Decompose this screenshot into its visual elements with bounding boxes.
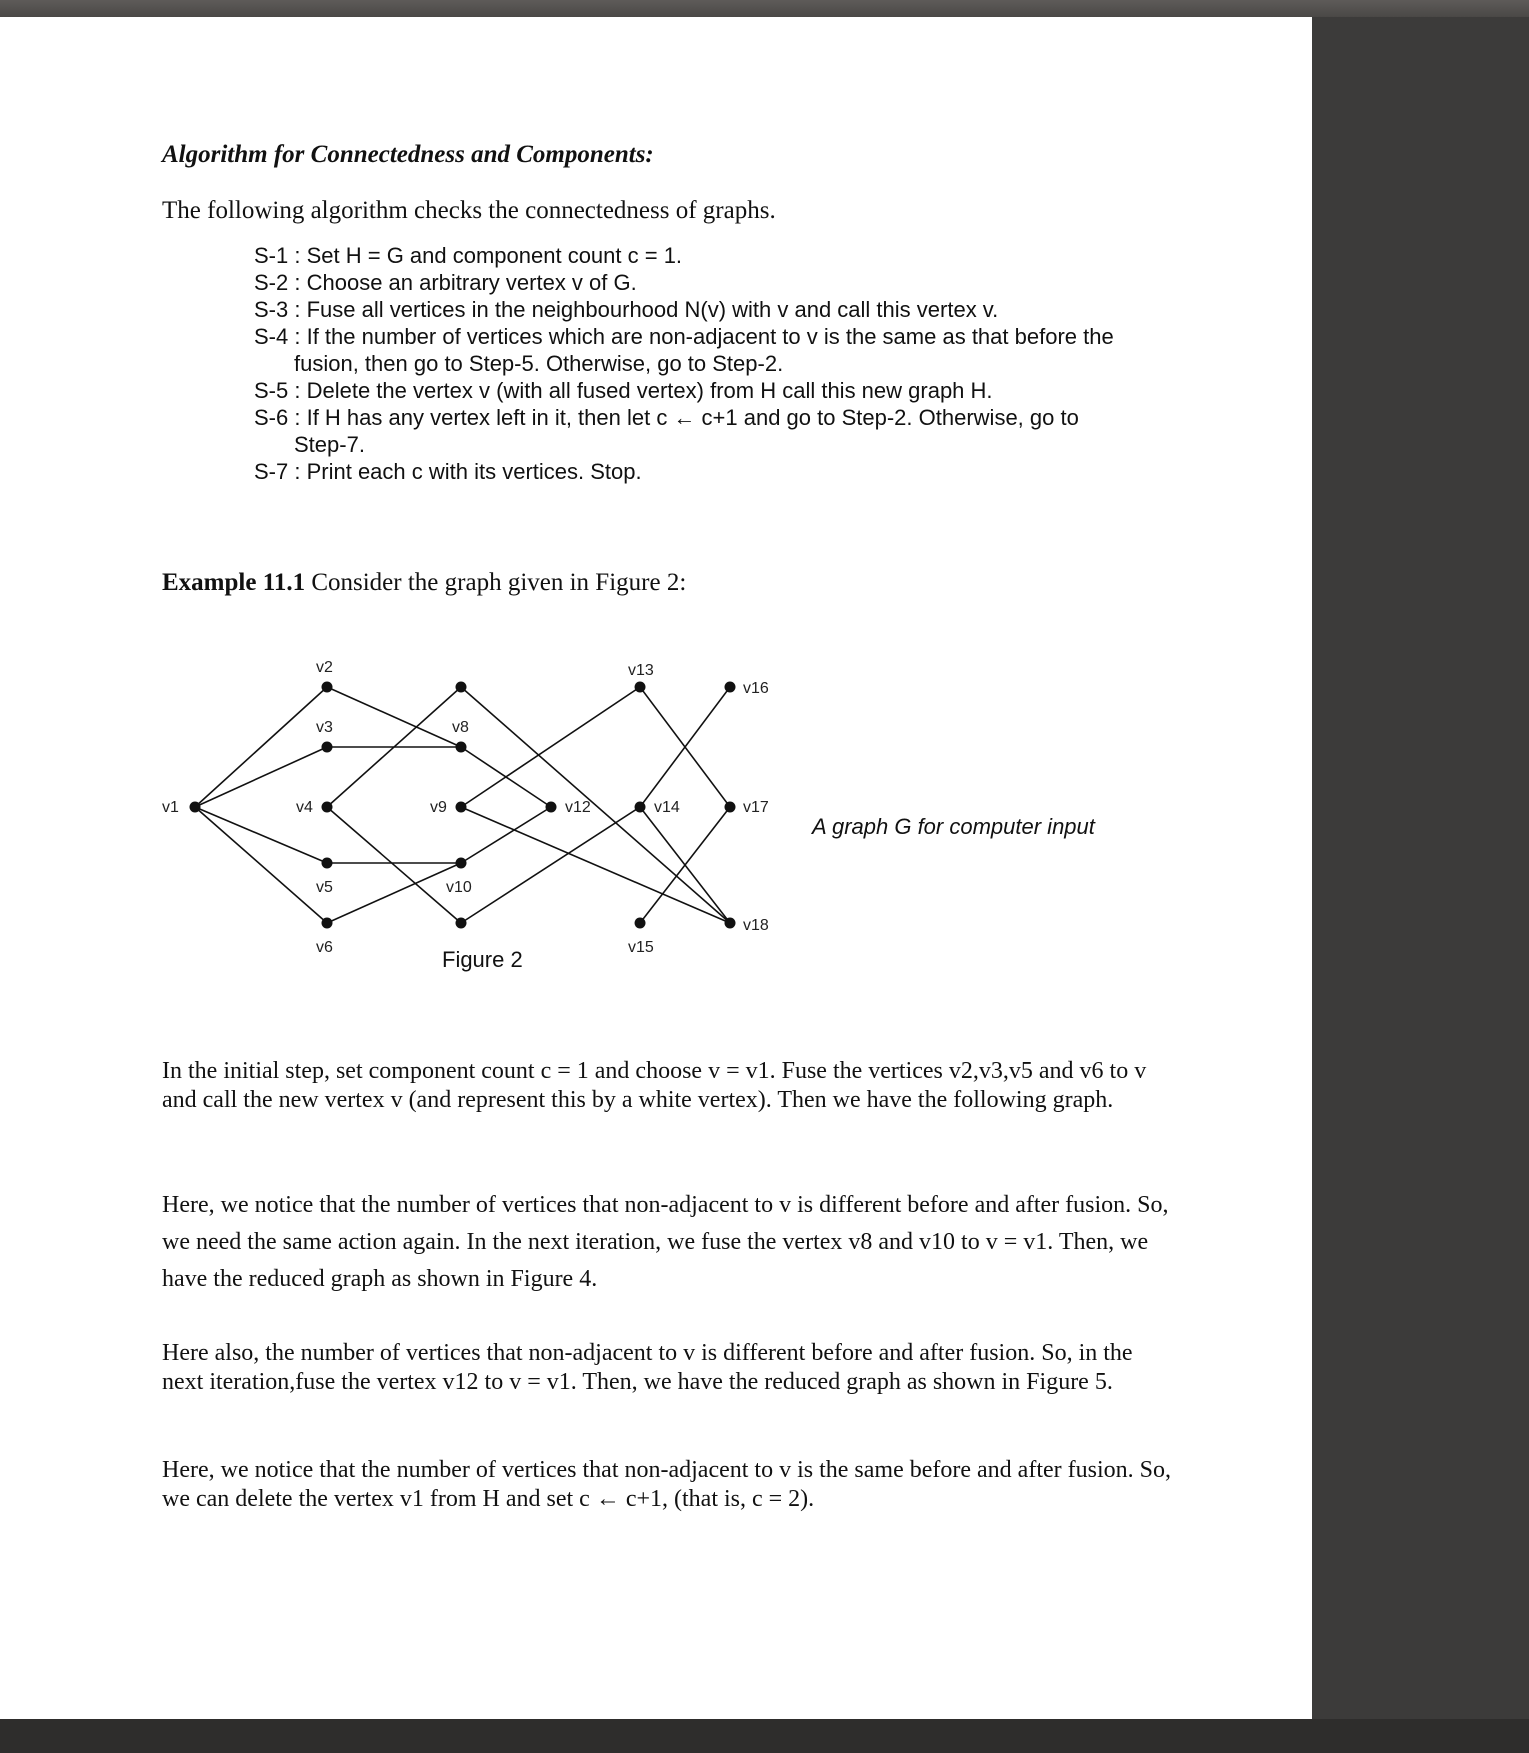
edge xyxy=(461,687,640,807)
vertex xyxy=(190,802,201,813)
vertex xyxy=(456,918,467,929)
figure-caption: Figure 2 xyxy=(442,947,523,972)
vertex xyxy=(635,802,646,813)
edge xyxy=(195,687,327,807)
vertex xyxy=(635,918,646,929)
vertex-label: v2 xyxy=(316,659,333,676)
step-label: S-6 : xyxy=(254,405,301,430)
edge xyxy=(461,807,551,863)
section-heading: Algorithm for Connectedness and Components: xyxy=(162,141,654,168)
step-label: S-4 : xyxy=(254,324,301,349)
vertex-label: v10 xyxy=(446,879,472,896)
step-text: Choose an arbitrary vertex v of G. xyxy=(306,270,637,295)
vertex xyxy=(322,682,333,693)
vertex xyxy=(725,918,736,929)
step-text: Fuse all vertices in the neighbourhood N(v) with v and call this vertex v. xyxy=(306,297,999,322)
vertex-label: v17 xyxy=(743,799,769,816)
vertex xyxy=(456,682,467,693)
paragraph: Here, we notice that the number of vertices that non-adjacent to v is different before and after fusion. So, we need the same action again. In the next iteration, we fuse the vertex v8 and v10 to v = v1. Then, we have the reduced graph as shown in Figure 4. xyxy=(162,1192,1169,1292)
document-page xyxy=(0,17,1312,1719)
step-label: S-2 : xyxy=(254,270,301,295)
vertex-label: v14 xyxy=(654,799,680,816)
edge xyxy=(461,807,640,923)
step-label: S-7 : xyxy=(254,459,301,484)
step-label: S-3 : xyxy=(254,297,301,322)
intro-paragraph: The following algorithm checks the connectedness of graphs. xyxy=(162,197,776,224)
vertex-label: v4 xyxy=(296,799,313,816)
edge xyxy=(195,747,327,807)
vertex-label: v16 xyxy=(743,680,769,697)
vertex-label: v1 xyxy=(162,799,179,816)
example-text: Consider the graph given in Figure 2: xyxy=(305,569,687,596)
vertex xyxy=(322,742,333,753)
vertex xyxy=(322,918,333,929)
vertex-label: v13 xyxy=(628,662,654,679)
vertex-label: v18 xyxy=(743,917,769,934)
vertex xyxy=(635,682,646,693)
window-bottom-bar xyxy=(0,1719,1529,1753)
vertex xyxy=(725,682,736,693)
step-label: S-1 : xyxy=(254,243,301,268)
example-number: Example 11.1 xyxy=(162,569,306,596)
vertex-label: v5 xyxy=(316,879,333,896)
step-text: If H has any vertex left in it, then let c ← c+1 and go to Step-2. Otherwise, go to xyxy=(306,405,1079,430)
step-text: If the number of vertices which are non-adjacent to v is the same as that before the xyxy=(306,324,1114,349)
paragraph: Here, we notice that the number of vertices that non-adjacent to v is the same before and after fusion. So, we can delete the vertex v1 from H and set c ← c+1, (that is, c = 2). xyxy=(162,1457,1171,1512)
vertex-label: v15 xyxy=(628,939,654,956)
vertex xyxy=(322,802,333,813)
step-text: Set H = G and component count c = 1. xyxy=(306,243,683,268)
step-label: S-5 : xyxy=(254,378,301,403)
edge xyxy=(327,807,461,923)
edge xyxy=(461,687,730,923)
paragraph: In the initial step, set component count c = 1 and choose v = v1. Fuse the vertices v2,v3,v5 and v6 to v and call the new vertex v (and represent this by a white vertex). Then we have the following graph. xyxy=(162,1058,1147,1113)
edge xyxy=(327,863,461,923)
step-text: Delete the vertex v (with all fused vertex) from H call this new graph H. xyxy=(306,378,993,403)
edge xyxy=(461,807,730,923)
vertex xyxy=(456,742,467,753)
vertex xyxy=(456,858,467,869)
vertex xyxy=(725,802,736,813)
vertex xyxy=(322,858,333,869)
edge xyxy=(327,687,461,747)
vertex-label: v8 xyxy=(452,719,469,736)
vertex xyxy=(546,802,557,813)
step-continuation: fusion, then go to Step-5. Otherwise, go to Step-2. xyxy=(294,351,784,376)
vertex-label: v3 xyxy=(316,719,333,736)
vertex-label: v9 xyxy=(430,799,447,816)
figure-side-caption: A graph G for computer input xyxy=(812,814,1095,839)
vertex xyxy=(456,802,467,813)
paragraph: Here also, the number of vertices that non-adjacent to v is different before and after fusion. So, in the next iteration,fuse the vertex v12 to v = v1. Then, we have the reduced graph as shown in Figure 5. xyxy=(162,1340,1133,1395)
step-text: Print each c with its vertices. Stop. xyxy=(306,459,642,484)
window-top-bar xyxy=(0,0,1529,17)
vertex-label: v6 xyxy=(316,939,333,956)
edge xyxy=(195,807,327,923)
vertex-label: v12 xyxy=(565,799,591,816)
step-continuation: Step-7. xyxy=(294,432,365,457)
